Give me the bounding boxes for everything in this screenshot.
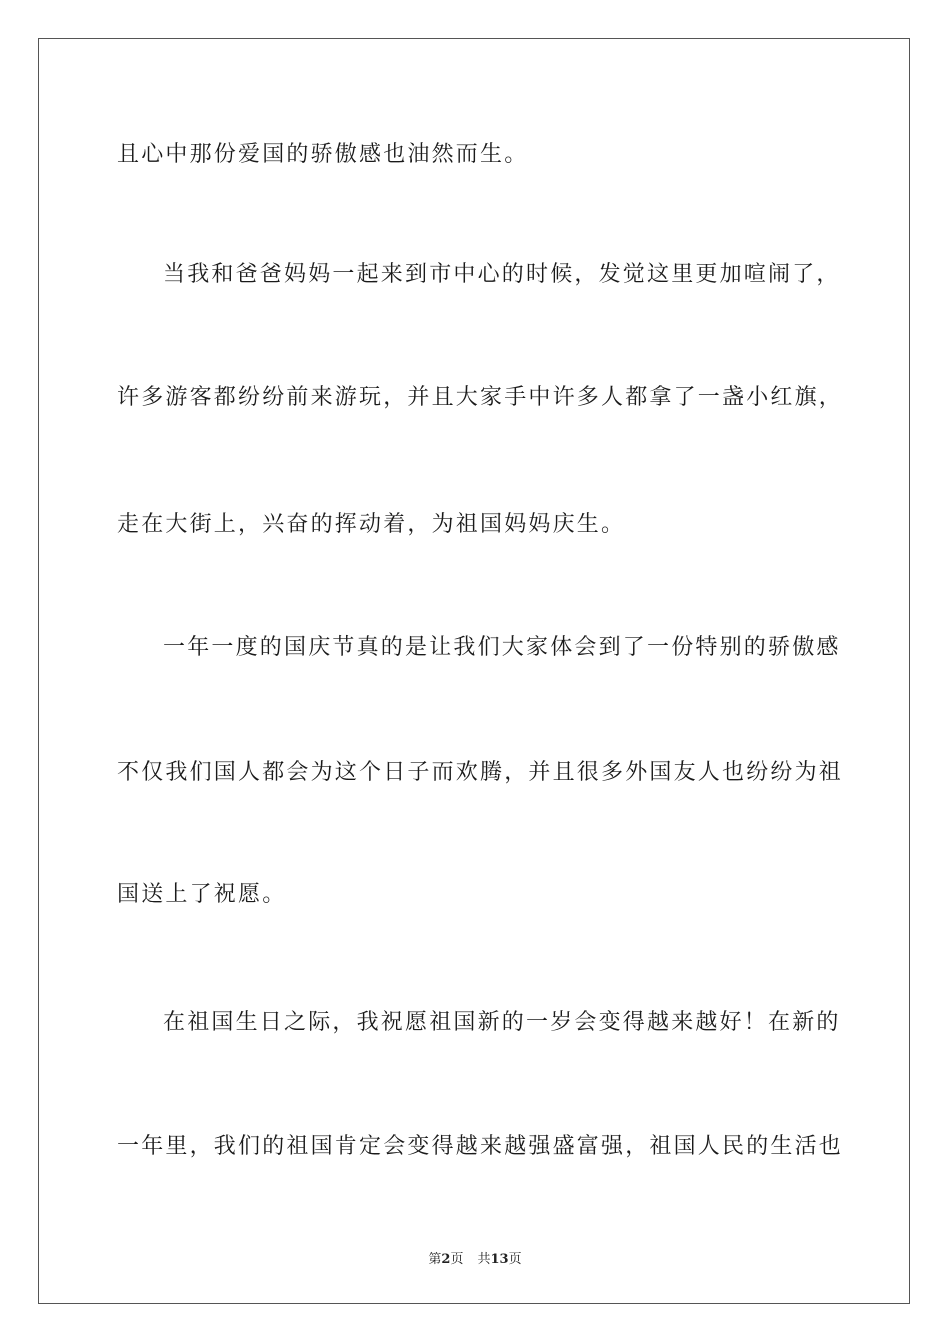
text-line-4: 走在大街上，兴奋的挥动着，为祖国妈妈庆生。: [117, 512, 626, 537]
text-line-6: 不仅我们国人都会为这个日子而欢腾，并且很多外国友人也纷纷为祖: [117, 760, 844, 785]
page-number: 2: [441, 1252, 451, 1267]
text-line-8: 在祖国生日之际，我祝愿祖国新的一岁会变得越来越好！在新的: [163, 1010, 841, 1035]
total-pages: 13: [490, 1252, 509, 1267]
text-line-9: 一年里，我们的祖国肯定会变得越来越强盛富强，祖国人民的生活也: [117, 1134, 844, 1159]
text-line-7: 国送上了祝愿。: [117, 882, 287, 907]
text-line-2: 当我和爸爸妈妈一起来到市中心的时候，发觉这里更加喧闹了，: [163, 262, 841, 287]
total-prefix: 共: [477, 1252, 491, 1267]
text-line-1: 且心中那份爱国的骄傲感也油然而生。: [117, 142, 529, 167]
text-line-3: 许多游客都纷纷前来游玩，并且大家手中许多人都拿了一盏小红旗，: [117, 385, 844, 410]
page-suffix: 页: [450, 1252, 464, 1267]
page-prefix: 第: [428, 1252, 442, 1267]
total-suffix: 页: [508, 1252, 522, 1267]
page-border: [38, 38, 910, 1304]
page-footer: [0, 1248, 950, 1267]
text-line-5: 一年一度的国庆节真的是让我们大家体会到了一份特别的骄傲感: [163, 635, 841, 660]
